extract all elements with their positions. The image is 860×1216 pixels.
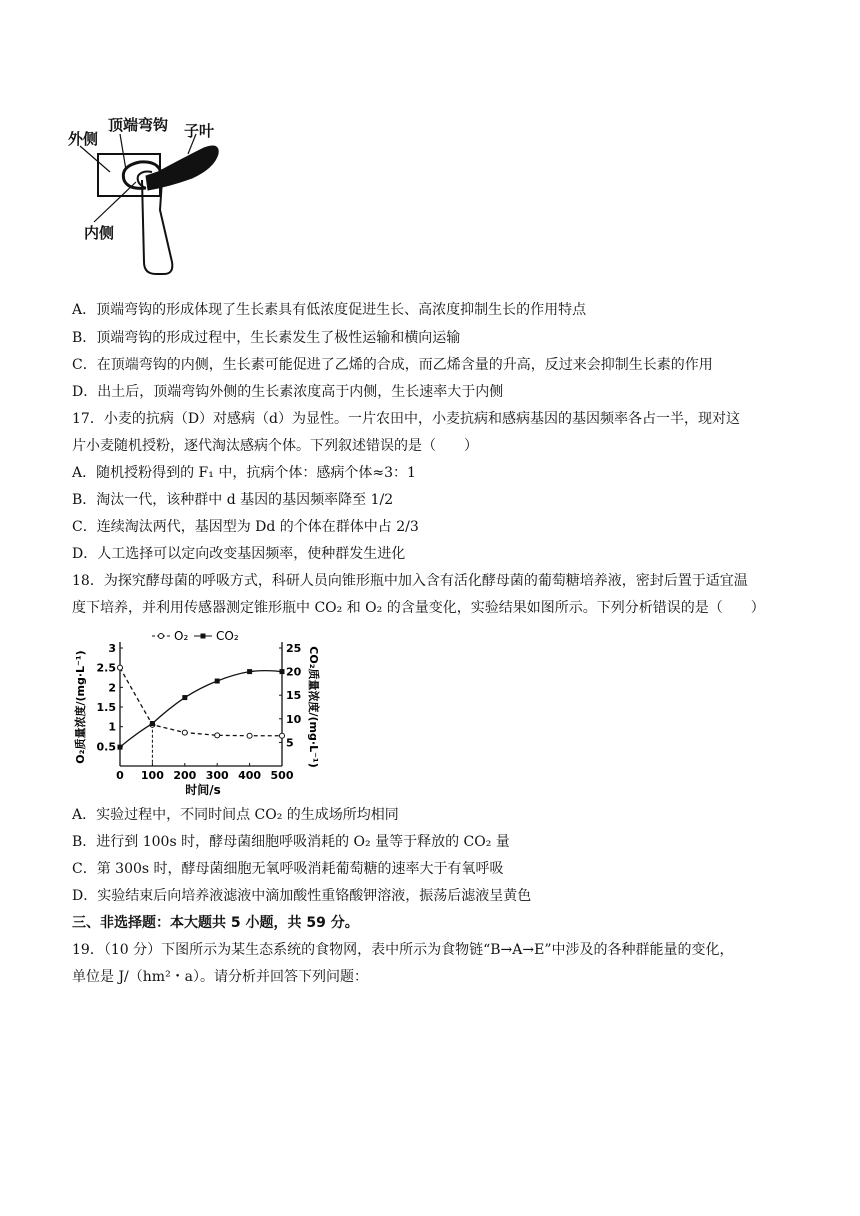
- legend-o2-label: O₂: [174, 629, 189, 643]
- x-tick-label: 0: [116, 769, 124, 782]
- q19-line2: 单位是 J/（hm²・a）。请分析并回答下列问题：: [72, 969, 369, 985]
- q19-line1: 19．（10 分）下图所示为某生态系统的食物网，表中所示为食物链“B→A→E”中涉及的各种群能量的变化，: [72, 942, 734, 958]
- q18-stem-line2: 度下培养，并利用传感器测定锥形瓶中 CO₂ 和 O₂ 的含量变化，实验结果如图所示。下列分析错误的是（ ）: [72, 600, 765, 616]
- co2-point: [150, 721, 155, 726]
- section3-title: 三、非选择题：本大题共 5 小题，共 59 分。: [72, 915, 359, 931]
- x-tick-label: 500: [270, 769, 294, 782]
- o2-point: [215, 733, 220, 738]
- x-tick-label: 400: [238, 769, 262, 782]
- respiration-chart: [70, 624, 320, 802]
- y-left-tick-label: 1.5: [96, 701, 116, 714]
- legend-co2-marker: [201, 634, 206, 639]
- y-left-tick-label: 3: [108, 642, 116, 655]
- y-left-tick-label: 2.5: [96, 661, 116, 675]
- label-cotyledon: 子叶: [184, 122, 215, 140]
- cotyledon-shape: [146, 146, 218, 190]
- q18-option-d: D．实验结束后向培养液滤液中滴加酸性重铬酸钾溶液，振荡后滤液呈黄色: [72, 888, 532, 904]
- label-inner: 内侧: [84, 224, 115, 242]
- x-tick-label: 300: [205, 769, 229, 782]
- y-right-tick-label: 5: [286, 736, 294, 750]
- co2-point: [182, 695, 187, 700]
- y-right-tick-label: 25: [286, 642, 302, 655]
- q18-option-a: A．实验过程中，不同时间点 CO₂ 的生成场所均相同: [72, 807, 399, 823]
- x-axis-label: 时间/s: [185, 783, 221, 797]
- y-right-tick-label: 10: [286, 712, 302, 726]
- y-left-axis-label: O₂质量浓度/(mg·L⁻¹): [74, 650, 87, 764]
- o2-point: [182, 730, 187, 735]
- q17-option-d: D．人工选择可以定向改变基因频率，使种群发生进化: [72, 546, 406, 562]
- y-left-tick-label: 2: [108, 681, 116, 695]
- co2-point: [280, 669, 285, 674]
- q18-option-c: C．第 300s 时，酵母菌细胞无氧呼吸消耗葡萄糖的速率大于有氧呼吸: [72, 861, 504, 877]
- y-left-tick-label: 1: [108, 720, 116, 734]
- q18-stem-line1: 18．为探究酵母菌的呼吸方式，科研人员向锥形瓶中加入含有活化酵母菌的葡萄糖培养液，密封后置于适宜温: [72, 573, 748, 589]
- q16-option-d: D．出土后，顶端弯钩外侧的生长素浓度高于内侧，生长速率大于内侧: [72, 384, 504, 400]
- x-tick-label: 100: [140, 769, 164, 782]
- apical-hook-figure: [66, 114, 236, 280]
- o2-point: [118, 665, 123, 670]
- q16-option-b: B．顶端弯钩的形成过程中，生长素发生了极性运输和横向运输: [72, 330, 461, 346]
- co2-point: [118, 745, 123, 750]
- co2-point: [247, 669, 252, 674]
- o2-point: [247, 733, 252, 738]
- label-outer: 外侧: [68, 130, 99, 148]
- q17-stem-line1: 17．小麦的抗病（D）对感病（d）为显性。一片农田中，小麦抗病和感病基因的基因频率各占一半，现对这: [72, 411, 740, 427]
- hypocotyl: [142, 180, 172, 274]
- x-tick-label: 200: [173, 769, 197, 782]
- q17-stem-line2: 片小麦随机授粉，逐代淘汰感病个体。下列叙述错误的是（ ）: [72, 438, 478, 454]
- q17-option-a: A．随机授粉得到的 F₁ 中，抗病个体：感病个体≈3：1: [72, 465, 416, 481]
- y-right-tick-label: 20: [286, 665, 302, 679]
- q17-option-b: B．淘汰一代，该种群中 d 基因的基因频率降至 1/2: [72, 492, 394, 508]
- q17-option-c: C．连续淘汰两代，基因型为 Dd 的个体在群体中占 2/3: [72, 519, 419, 535]
- label-top-hook: 顶端弯钩: [108, 116, 169, 134]
- series-line-o2: [120, 668, 282, 736]
- y-right-axis-label: CO₂质量浓度/(mg·L⁻¹): [307, 646, 320, 768]
- co2-point: [215, 679, 220, 684]
- legend-o2-marker: [159, 634, 164, 639]
- q16-option-a: A．顶端弯钩的形成体现了生长素具有低浓度促进生长、高浓度抑制生长的作用特点: [72, 302, 587, 318]
- o2-point: [280, 733, 285, 738]
- y-right-tick-label: 15: [286, 689, 302, 703]
- y-left-tick-label: 0.5: [96, 740, 116, 754]
- q16-option-c: C．在顶端弯钩的内侧，生长素可能促进了乙烯的合成，而乙烯含量的升高，反过来会抑制生长素的作用: [72, 357, 713, 373]
- legend-co2-label: CO₂: [216, 629, 239, 643]
- q18-option-b: B．进行到 100s 时，酵母菌细胞呼吸消耗的 O₂ 量等于释放的 CO₂ 量: [72, 834, 510, 850]
